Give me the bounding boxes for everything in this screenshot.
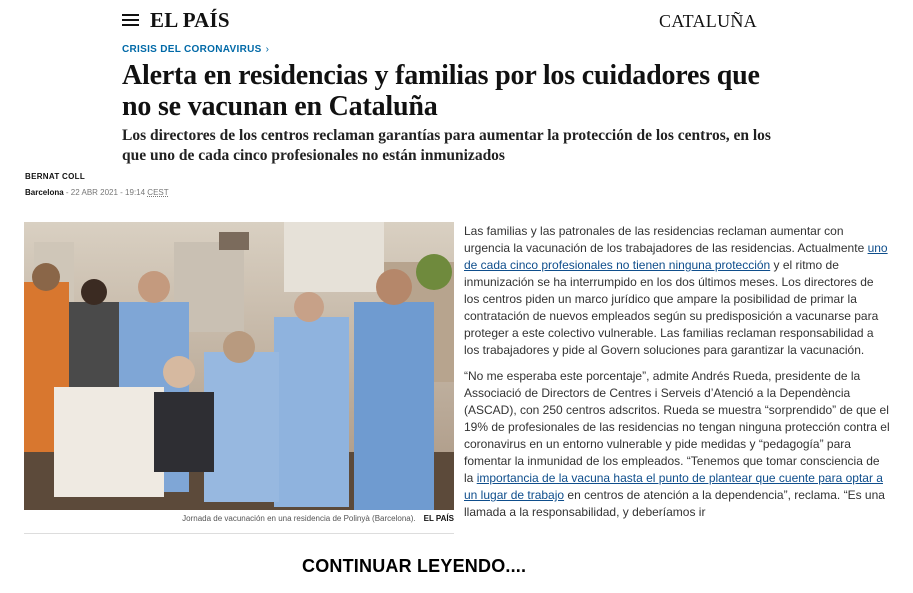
paragraph-text: en centros de atención a la dependencia”, reclama. “Es una llamada a la responsabilidad, y deberíamos ir — [464, 488, 885, 519]
photo-caption: Jornada de vacunación en una residencia de Polinyà (Barcelona). — [182, 514, 416, 523]
article-subtitle: Los directores de los centros reclaman garantías para aumentar la protección de los centros, en los que uno de cada cinco profesionales no están inmunizados — [122, 127, 771, 164]
dateline — [25, 188, 169, 197]
continue-reading-button[interactable]: CONTINUAR LEYENDO.... — [302, 556, 527, 576]
dateline-date: - 22 ABR 2021 - 19:14 — [63, 188, 148, 197]
vaccination-scene-image — [24, 222, 454, 510]
paragraph-text: Las familias y las patronales de las residencias reclaman aumentar con urgencia la vacunación de los trabajadores de las residencias. Actualmente — [464, 224, 868, 255]
article-title: Alerta en residencias y familias por los cuidadores que no se vacunan en Cataluña — [122, 60, 760, 122]
photo-caption-bar — [24, 514, 454, 534]
dateline-city: Barcelona — [25, 188, 64, 197]
article-paragraph — [464, 368, 892, 521]
dateline-timezone: CEST — [147, 188, 169, 197]
kicker-link[interactable] — [122, 44, 269, 55]
article-photo — [24, 222, 454, 510]
photo-credit: EL PAÍS — [423, 514, 454, 523]
author-name[interactable]: BERNAT COLL — [25, 172, 86, 181]
kicker-label: CRISIS DEL CORONAVIRUS — [122, 44, 262, 55]
paragraph-text: y el ritmo de inmunización se ha interrumpido en los dos últimos meses. Los directores de los centros piden un marco jurídico que ampare la posibilidad de primar la contratación de nuevos empleados según su predisposición a vacunarse para proteger a este colectivo vulnerable. Las familias reclaman responsabilidad a los trabajadores y pide al Govern soluciones para garantizar la vacunación. — [464, 258, 879, 357]
section-title[interactable]: CATALUÑA — [659, 11, 757, 31]
article-link-importancia-vacuna[interactable]: importancia de la vacuna hasta el punto de plantear que cuente para optar a un lugar de trabajo — [464, 471, 883, 502]
article-paragraph — [464, 223, 892, 359]
article-body — [464, 223, 892, 536]
chevron-right-icon: › — [265, 44, 270, 55]
article-link-profesionales[interactable]: uno de cada cinco profesionales no tienen ninguna protección — [464, 241, 888, 272]
site-logo[interactable]: EL PAÍS — [150, 8, 230, 32]
menu-icon[interactable] — [122, 14, 139, 27]
paragraph-text: “No me esperaba este porcentaje”, admite Andrés Rueda, presidente de la Associació de Directors de Centres i Serveis d’Atenció a la Dependència (ASCAD), con 250 centros adscritos. Rueda se muestra “sorprendido” de que el 19% de profesionales de las residencias no tengan ninguna protección contra el coronavirus en un entorno vulnerable y pide medidas y “pedagogía” para fomentar la inmunidad de los empleados. “Tenemos que tomar consciencia de la — [464, 369, 890, 485]
